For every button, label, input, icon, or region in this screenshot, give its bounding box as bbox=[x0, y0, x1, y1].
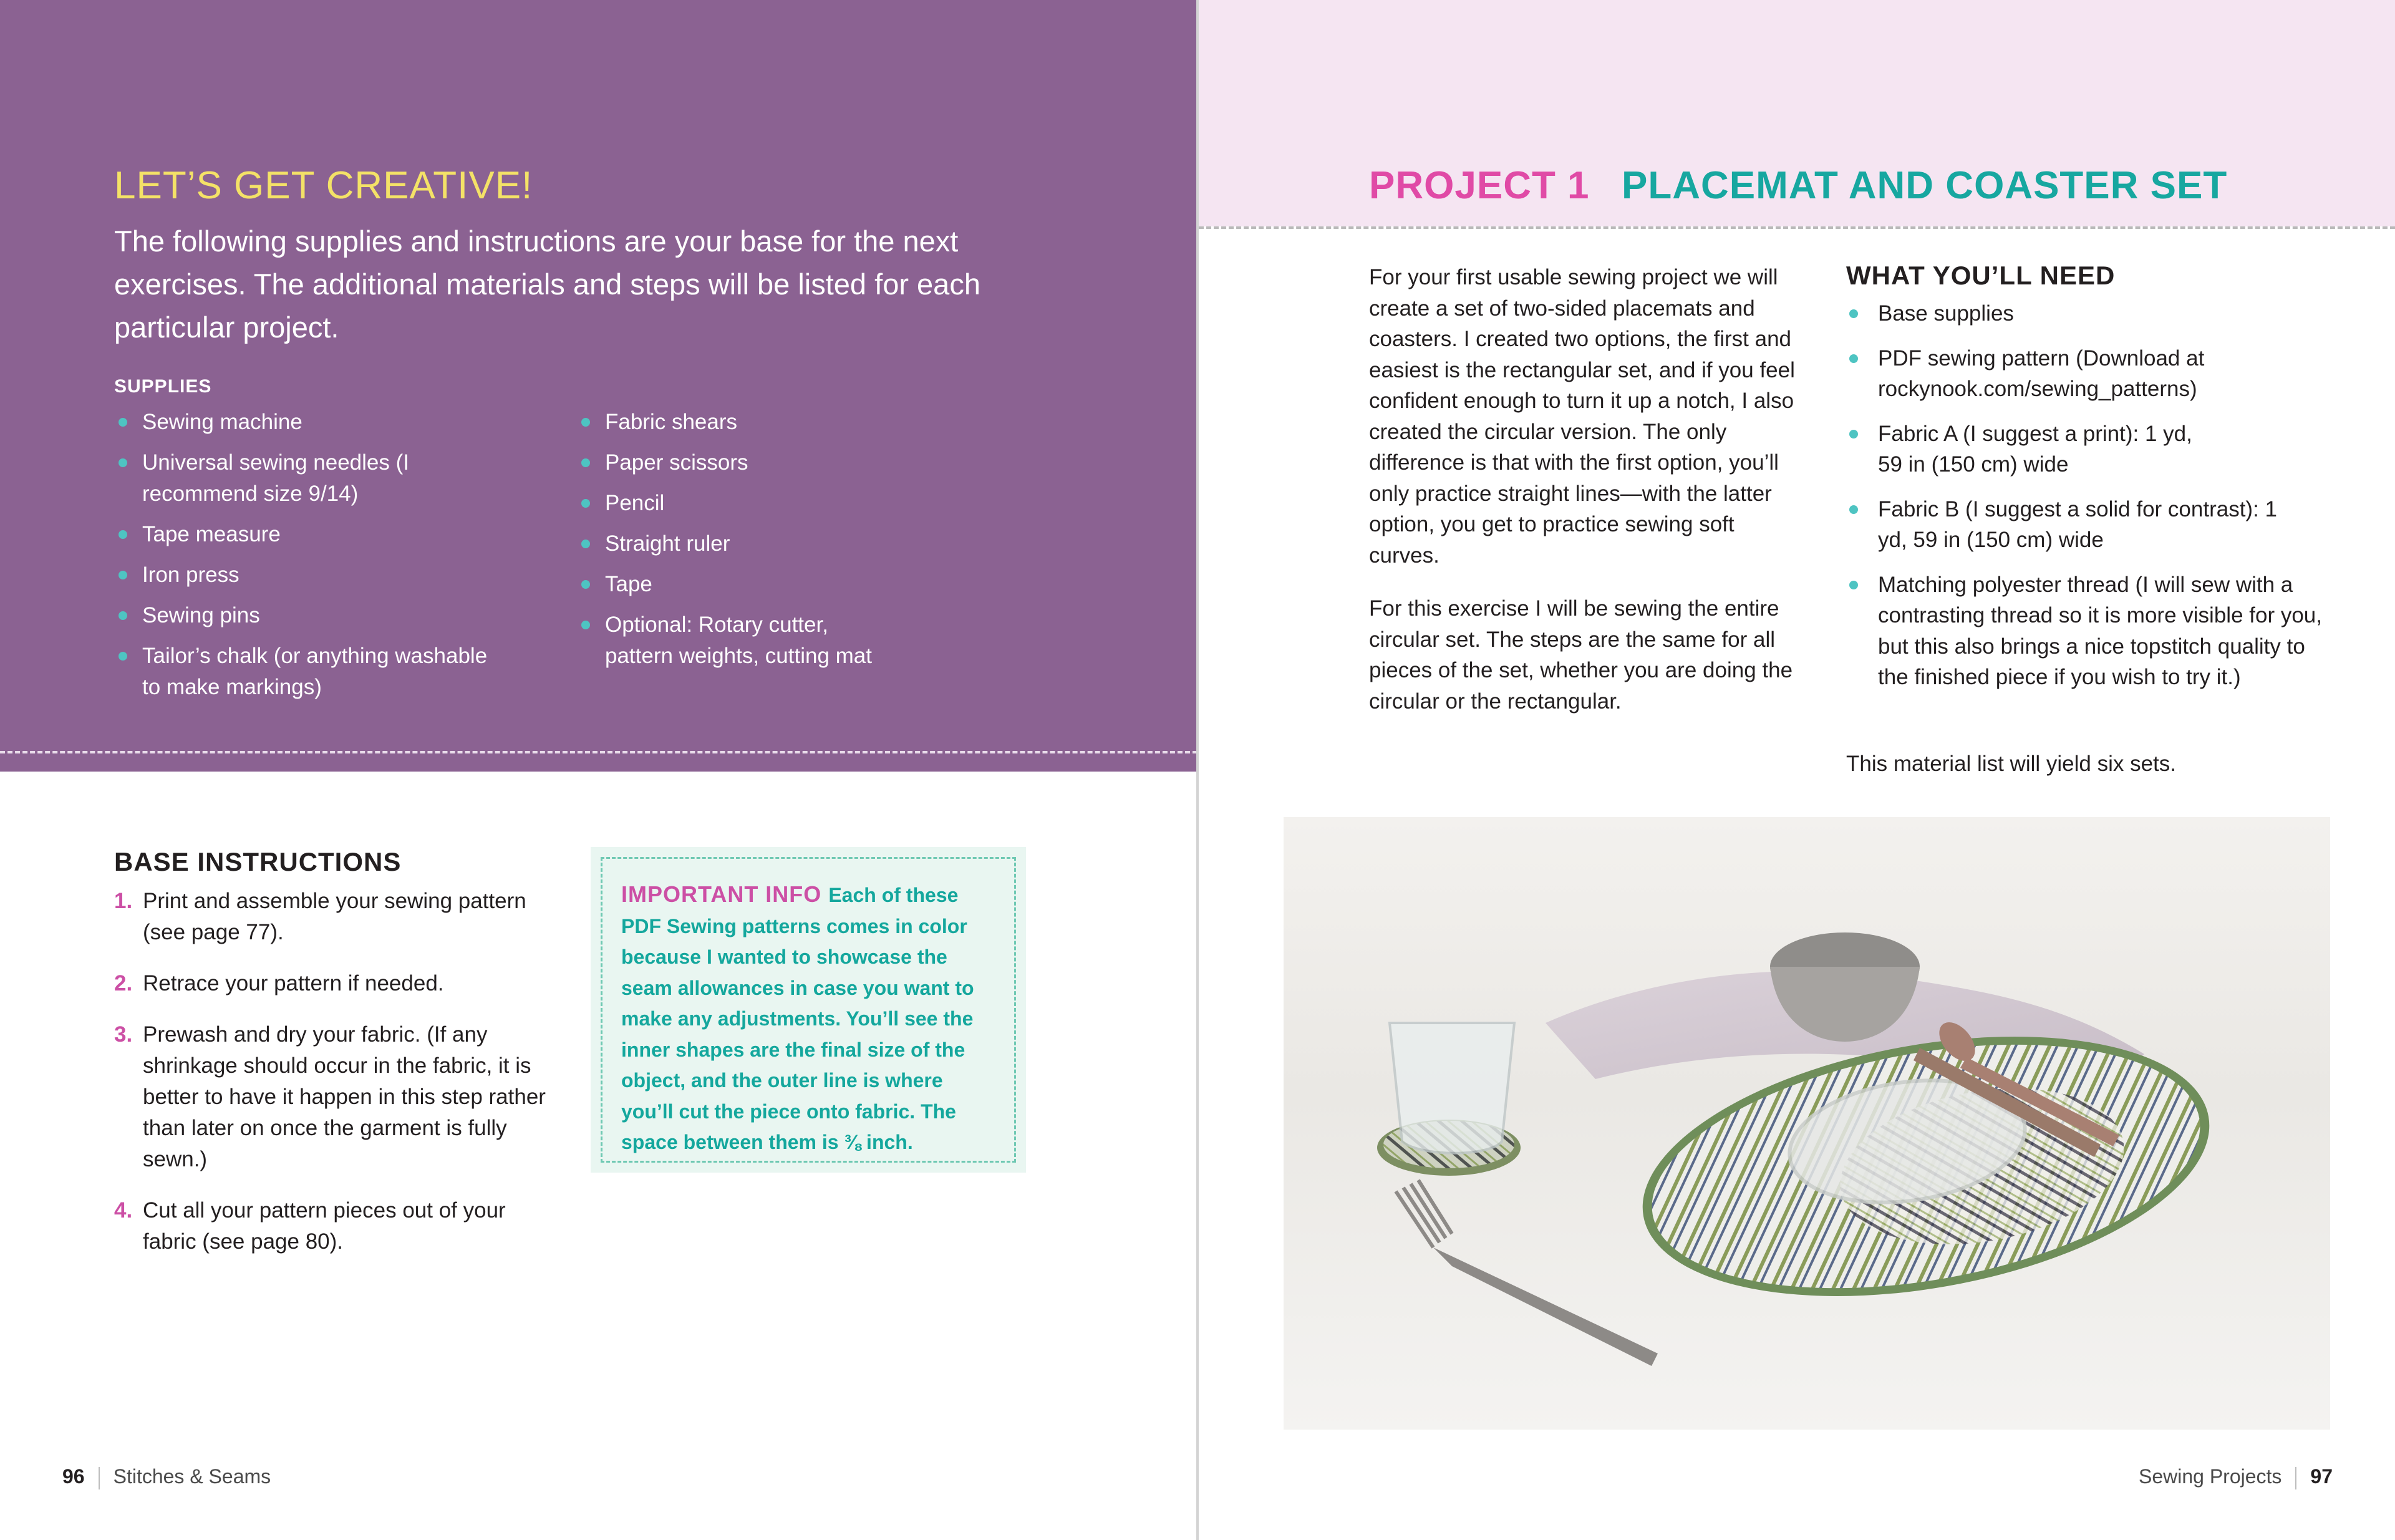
bullet-icon bbox=[119, 458, 127, 467]
footer-divider bbox=[99, 1467, 100, 1489]
list-item: Fabric B (I suggest a solid for contrast): 1 yd, 59 in (150 cm) wide bbox=[1849, 494, 2330, 556]
step-text: Cut all your pattern pieces out of your fabric (see page 80). bbox=[143, 1198, 506, 1254]
bullet-icon bbox=[581, 418, 590, 427]
supplies-list-col1 bbox=[119, 407, 555, 712]
step-number: 1. bbox=[114, 889, 133, 913]
bullet-icon bbox=[1849, 309, 1858, 318]
project-title: PLACEMAT AND COASTER SET bbox=[1622, 164, 2228, 207]
bullet-icon bbox=[581, 458, 590, 467]
list-item: Tape bbox=[581, 569, 1018, 600]
list-item: Matching polyester thread (I will sew with a contrasting thread so it is more visible for you, but this also brings a nice topstitch quality to the finished piece if you wish to try it.) bbox=[1849, 569, 2330, 693]
list-item: Straight ruler bbox=[581, 528, 1018, 559]
important-info-heading: IMPORTANT INFO bbox=[621, 881, 829, 907]
list-item: Sewing machine bbox=[119, 407, 555, 438]
base-instructions-list bbox=[114, 886, 563, 1277]
important-info-text: Each of these PDF Sewing patterns comes in color because I wanted to showcase the seam allowances in case you want to make any adjustments. You’ll see the inner shapes are the final size of the object, and the outer line is where you’ll cut the piece onto fabric. The space between them is ⅜ inch. bbox=[621, 884, 974, 1153]
list-item: Iron press bbox=[119, 559, 555, 591]
supplies-list-col2 bbox=[581, 407, 1018, 681]
bullet-icon bbox=[119, 530, 127, 539]
section-title: LET’S GET CREATIVE! bbox=[114, 164, 533, 207]
list-item: Sewing pins bbox=[119, 600, 555, 631]
what-youll-need-title: WHAT YOU’LL NEED bbox=[1846, 261, 2116, 290]
important-info-inner bbox=[601, 857, 1016, 1163]
yield-note: This material list will yield six sets. bbox=[1846, 752, 2176, 776]
bullet-icon bbox=[119, 652, 127, 661]
project-description bbox=[1369, 262, 1806, 739]
placemat-illustration bbox=[1284, 817, 2330, 1430]
page-number: 97 bbox=[2310, 1465, 2333, 1488]
step-number: 2. bbox=[114, 971, 133, 995]
page-number: 96 bbox=[62, 1465, 85, 1488]
placemat-photo bbox=[1284, 817, 2330, 1430]
step-text: Prewash and dry your fabric. (If any shrinkage should occur in the fabric, it is better to have it happen in this step rather than later on once the garment is fully sewn.) bbox=[143, 1022, 546, 1171]
list-item: PDF sewing pattern (Download at rockynook.com/sewing_patterns) bbox=[1849, 343, 2330, 405]
bullet-icon bbox=[581, 540, 590, 548]
base-instructions-title: BASE INSTRUCTIONS bbox=[114, 847, 402, 876]
step-number: 4. bbox=[114, 1198, 133, 1223]
footer-divider bbox=[2295, 1467, 2296, 1489]
materials-list bbox=[1849, 298, 2330, 707]
bullet-icon bbox=[581, 580, 590, 589]
bullet-icon bbox=[581, 621, 590, 629]
list-item: Optional: Rotary cutter, pattern weights, cutting mat bbox=[581, 609, 1018, 672]
paragraph: For your first usable sewing project we will create a set of two-sided placemats and coasters. I created two options, the first and easiest is the rectangular set, and if you feel confident enough to turn it up a notch, I also created the circular version. The only difference is that with the first option, you’ll only practice straight lines—with the latter option, you get to practice sewing soft curves. bbox=[1369, 265, 1795, 568]
list-item: Base supplies bbox=[1849, 298, 2330, 329]
page-footer-left bbox=[62, 1465, 271, 1489]
bullet-icon bbox=[1849, 430, 1858, 438]
list-item: Fabric A (I suggest a print): 1 yd, 59 in (150 cm) wide bbox=[1849, 419, 2330, 480]
list-item bbox=[114, 968, 563, 999]
list-item: Paper scissors bbox=[581, 447, 1018, 478]
list-item bbox=[114, 1019, 563, 1175]
section-name: Sewing Projects bbox=[2138, 1465, 2282, 1488]
bullet-icon bbox=[581, 499, 590, 508]
list-item: Universal sewing needles (I recommend size 9/14) bbox=[119, 447, 555, 510]
bullet-icon bbox=[1849, 354, 1858, 363]
step-text: Print and assemble your sewing pattern (see page 77). bbox=[143, 889, 526, 944]
list-item: Tailor’s chalk (or anything washable to make markings) bbox=[119, 641, 555, 703]
step-number: 3. bbox=[114, 1022, 133, 1047]
bullet-icon bbox=[1849, 505, 1858, 514]
supplies-label: SUPPLIES bbox=[114, 376, 212, 397]
bullet-icon bbox=[119, 571, 127, 579]
bullet-icon bbox=[119, 611, 127, 620]
list-item: Pencil bbox=[581, 488, 1018, 519]
list-item bbox=[114, 1195, 563, 1257]
bullet-icon bbox=[1849, 581, 1858, 589]
dashed-divider bbox=[0, 751, 1198, 753]
list-item: Fabric shears bbox=[581, 407, 1018, 438]
page-footer-right bbox=[2139, 1465, 2333, 1489]
project-number: PROJECT 1 bbox=[1369, 164, 1590, 207]
list-item bbox=[114, 886, 563, 948]
intro-paragraph: The following supplies and instructions are your base for the next exercises. The additional materials and steps will be listed for each particular project. bbox=[114, 225, 980, 344]
paragraph: For this exercise I will be sewing the entire circular set. The steps are the same for all pieces of the set, whether you are doing the circular or the rectangular. bbox=[1369, 596, 1793, 714]
right-page bbox=[1199, 0, 2395, 1540]
list-item: Tape measure bbox=[119, 519, 555, 550]
step-text: Retrace your pattern if needed. bbox=[143, 971, 444, 995]
book-title: Stitches & Seams bbox=[113, 1465, 271, 1488]
dashed-divider bbox=[1199, 226, 2395, 229]
bullet-icon bbox=[119, 418, 127, 427]
important-info-box bbox=[591, 847, 1026, 1173]
